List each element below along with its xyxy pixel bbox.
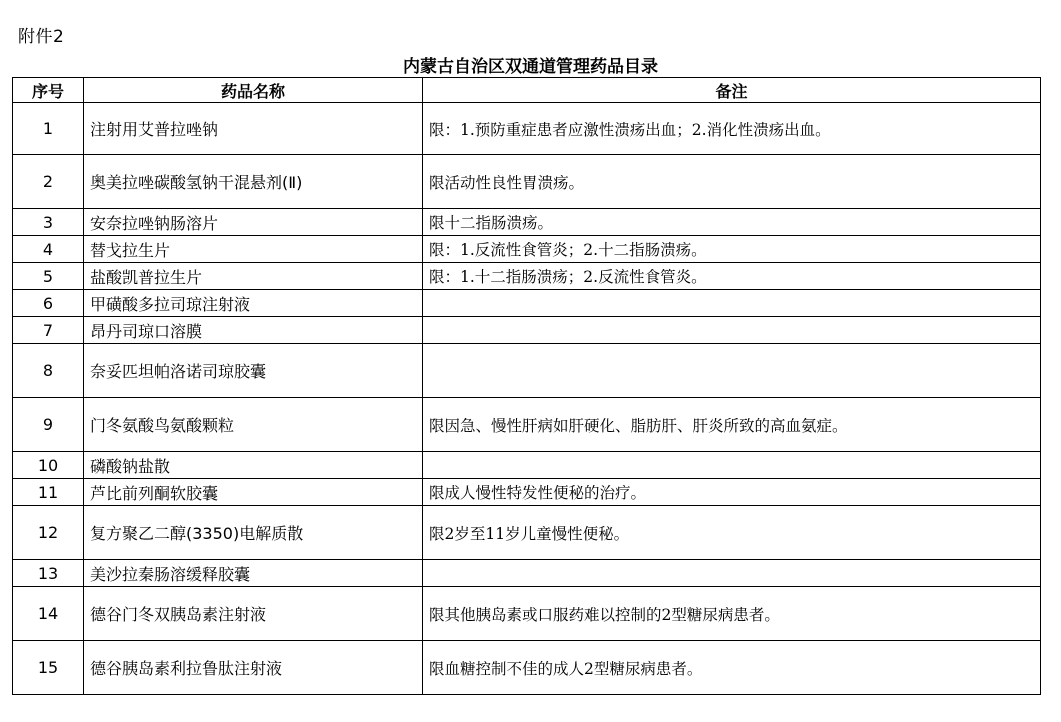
row-seq: 1 [13,103,84,155]
table-row [13,506,1041,560]
document-title: 内蒙古自治区双通道管理药品目录 [403,57,658,77]
row-note: 限2岁至11岁儿童慢性便秘。 [423,506,1041,560]
header-seq: 序号 [13,78,84,103]
table-row [13,398,1041,452]
row-drug-name: 芦比前列酮软胶囊 [84,479,423,506]
row-drug-name: 奥美拉唑碳酸氢钠干混悬剂(Ⅱ) [84,155,423,209]
row-seq: 12 [13,506,84,560]
row-drug-name: 美沙拉秦肠溶缓释胶囊 [84,560,423,587]
row-seq: 11 [13,479,84,506]
table-row [13,317,1041,344]
header-note: 备注 [423,78,1041,103]
row-note: 限活动性良性胃溃疡。 [423,155,1041,209]
row-seq: 7 [13,317,84,344]
row-note [423,560,1041,587]
row-seq: 13 [13,560,84,587]
row-note: 限血糖控制不佳的成人2型糖尿病患者。 [423,641,1041,695]
row-note: 限因急、慢性肝病如肝硬化、脂肪肝、肝炎所致的高血氨症。 [423,398,1041,452]
row-note: 限十二指肠溃疡。 [423,209,1041,236]
row-drug-name: 复方聚乙二醇(3350)电解质散 [84,506,423,560]
row-seq: 8 [13,344,84,398]
row-seq: 4 [13,236,84,263]
row-seq: 14 [13,587,84,641]
table-row [13,103,1041,155]
row-drug-name: 注射用艾普拉唑钠 [84,103,423,155]
row-note [423,452,1041,479]
row-drug-name: 磷酸钠盐散 [84,452,423,479]
table-row [13,344,1041,398]
header-drug-name: 药品名称 [84,78,423,103]
row-seq: 6 [13,290,84,317]
row-drug-name: 甲磺酸多拉司琼注射液 [84,290,423,317]
row-note [423,344,1041,398]
table-row [13,641,1041,695]
row-drug-name: 昂丹司琼口溶膜 [84,317,423,344]
row-drug-name: 替戈拉生片 [84,236,423,263]
row-drug-name: 盐酸凯普拉生片 [84,263,423,290]
row-drug-name: 奈妥匹坦帕洛诺司琼胶囊 [84,344,423,398]
table-row [13,560,1041,587]
row-seq: 2 [13,155,84,209]
row-drug-name: 德谷门冬双胰岛素注射液 [84,587,423,641]
table-row [13,236,1041,263]
row-note: 限：1.预防重症患者应激性溃疡出血；2.消化性溃疡出血。 [423,103,1041,155]
table-row [13,263,1041,290]
table-body [13,103,1041,695]
table-row [13,587,1041,641]
row-note: 限其他胰岛素或口服药难以控制的2型糖尿病患者。 [423,587,1041,641]
row-seq: 10 [13,452,84,479]
table-row [13,155,1041,209]
row-seq: 5 [13,263,84,290]
row-drug-name: 安奈拉唑钠肠溶片 [84,209,423,236]
row-seq: 15 [13,641,84,695]
attachment-label: 附件2 [18,27,65,47]
row-note [423,317,1041,344]
row-seq: 9 [13,398,84,452]
row-note: 限成人慢性特发性便秘的治疗。 [423,479,1041,506]
drug-list-table [12,77,1041,695]
table-row [13,452,1041,479]
row-note: 限：1.十二指肠溃疡；2.反流性食管炎。 [423,263,1041,290]
row-drug-name: 门冬氨酸鸟氨酸颗粒 [84,398,423,452]
row-note: 限：1.反流性食管炎；2.十二指肠溃疡。 [423,236,1041,263]
table-row [13,479,1041,506]
row-drug-name: 德谷胰岛素利拉鲁肽注射液 [84,641,423,695]
row-seq: 3 [13,209,84,236]
table-header-row [13,78,1041,103]
table-row [13,209,1041,236]
table-row [13,290,1041,317]
row-note [423,290,1041,317]
